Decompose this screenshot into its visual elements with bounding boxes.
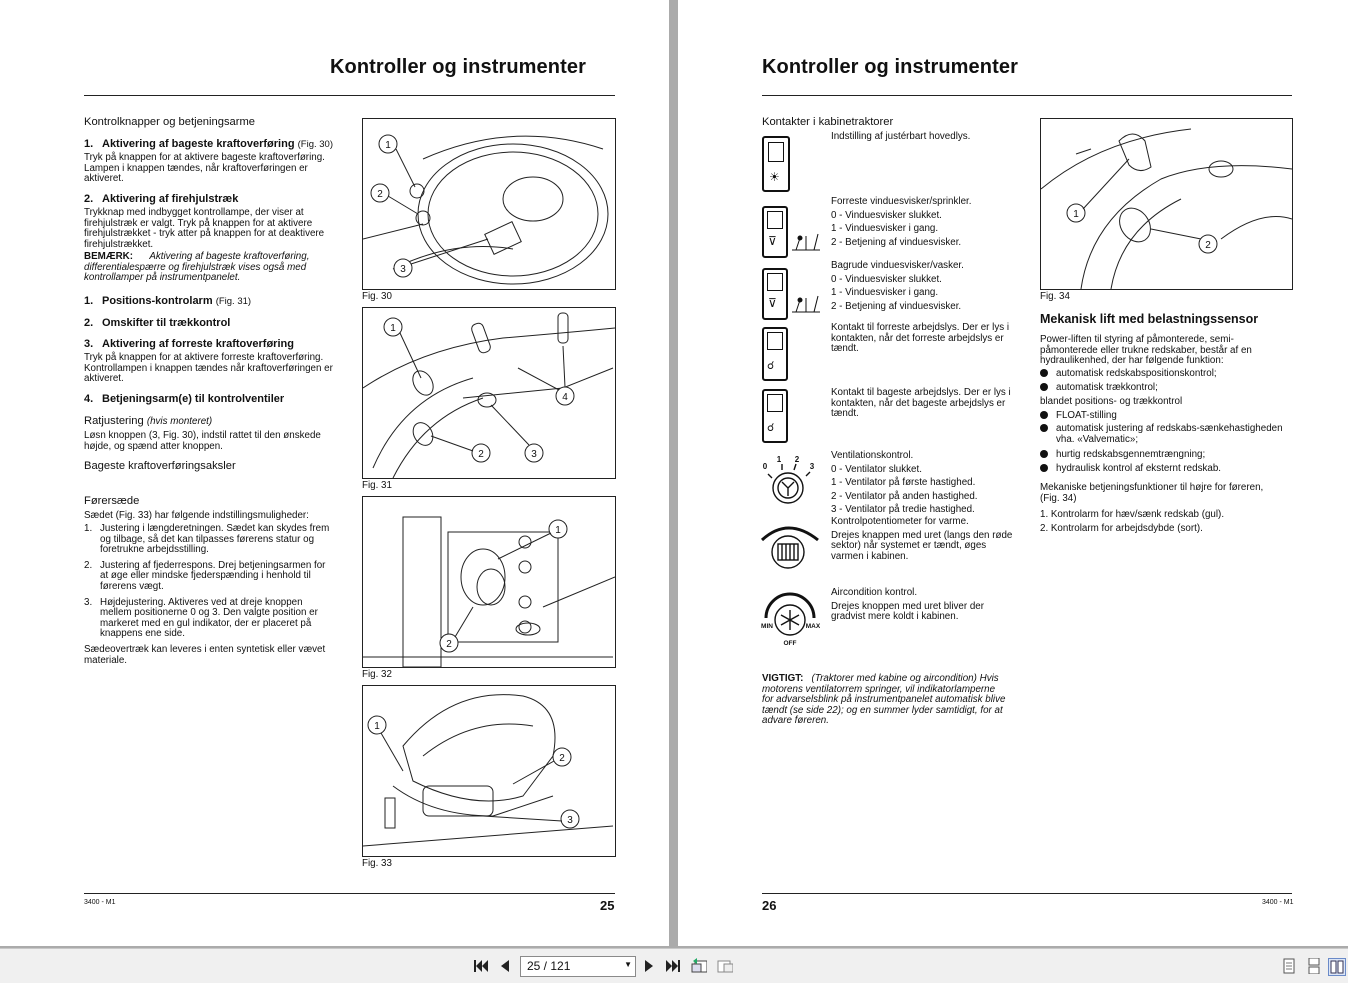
text-aircondition: Aircondition kontrol. Drejes knoppen med uret bliver der gradvist mere koldt i kabinen. [831,587,985,623]
heading-4wd: 2. Aktivering af firehjulstræk [84,193,239,205]
callout-3: 3 [531,449,537,460]
paragraph-4wd: Trykknap med indbygget kontrollampe, der viser at firehjulstræk er valgt. Tryk på knappen for at aktivere firehjulstrækket - tryk atter på knappen for at deaktivere firehjulstrækket. [84,207,325,250]
text-heater: Kontrolpotentiometer for varme. Drejes knappen med uret (langs den røde sektor) når systemet er tændt, øges varmen i kabinen. [831,516,1013,562]
single-page-view-button[interactable] [1281,958,1297,974]
next-page-button[interactable] [641,958,657,974]
bullet-item: automatisk trækkontrol; [1040,382,1158,393]
list-item: 2. Kontrolarm for arbejdsdybde (sort). [1040,523,1203,534]
svg-text:0: 0 [762,462,768,471]
headlight-switch-icon: ☀ [762,136,790,192]
figure-33 [362,685,616,857]
text-rear-worklight: Kontakt til bageste arbejdslys. Der er lys i kontakten, når det bageste arbejdslys er tændt. [831,387,1011,420]
svg-text:2: 2 [794,455,800,464]
bullet-item: hydraulisk kontrol af eksternt redskab. [1040,463,1221,474]
previous-page-button[interactable] [497,958,513,974]
figure-caption: Fig. 33 [362,858,392,869]
svg-text:3: 3 [809,462,815,471]
heading-valve-levers: 4. Betjeningsarm(e) til kontrolventiler [84,393,285,405]
heading-front-pto: 3. Aktivering af forreste kraftoverføring [84,338,294,350]
previous-page-icon [499,959,511,973]
footer-divider [762,893,1292,894]
previous-view-button[interactable] [691,958,707,974]
figure-34 [1040,118,1293,290]
list-item: 1. Kontrolarm for hæv/sænk redskab (gul). [1040,509,1225,520]
divider [762,95,1292,96]
callout-1: 1 [1073,209,1079,220]
svg-text:MIN: MIN [761,623,773,630]
callout-2: 2 [446,639,452,650]
callout-1: 1 [555,525,561,536]
paragraph-lift: Power-liften til styring af påmonterede, semi- påmonterede eller trukne redskaber, består af en hydraulikenhed, der har følgende funktion: [1040,334,1252,367]
first-page-icon [473,959,489,973]
footer-code: 3400 - M1 [84,899,116,906]
svg-text:MAX: MAX [805,623,820,630]
page-title: Kontroller og instrumenter [762,56,1018,78]
subheading-rear-shafts: Bageste kraftoverføringsaksler [84,460,236,472]
front-worklight-switch-icon: ☌ [762,327,788,381]
right-page [678,0,1348,946]
text-front-worklight: Kontakt til forreste arbejdslys. Der er lys i kontakten, når det forreste arbejdslys er tændt. [831,322,1010,355]
text-fan: Ventilationskontrol. 0 - Ventilator slukket. 1 - Ventilator på første hastighed. 2 - Ventilator på anden hastighed. 3 - Ventilator på tredie hastighed. [831,450,978,516]
next-view-icon [717,958,733,974]
paragraph-seat: Sædet (Fig. 33) har følgende indstillingsmuligheder: [84,510,309,521]
paragraph-front-pto: Tryk på knappen for at aktivere forreste kraftoverføring. Kontrollampen i knappen tændes når kraftoverføringen er aktiveret. [84,352,333,385]
page-number: 26 [762,898,777,913]
next-view-button[interactable] [717,958,733,974]
last-page-button[interactable] [665,958,681,974]
figure-32 [362,496,616,668]
dropdown-arrow-icon[interactable]: ▼ [624,960,632,969]
page-number: 25 [600,898,615,913]
heading-rear-pto: 1. Aktivering af bageste kraftoverføring (Fig. 30) [84,138,333,150]
figure-30 [362,118,616,290]
text-headlight: Indstilling af justérbart hovedlys. [831,131,971,142]
previous-view-icon [691,958,707,974]
single-page-icon [1282,958,1296,974]
continuous-view-button[interactable] [1306,958,1322,974]
figure-caption: Fig. 34 [1040,291,1070,302]
bullet-item: hurtig redskabsgennemtrængning; [1040,449,1205,460]
seat-list: 1. Justering i længderetningen. Sædet kan skydes frem og tilbage, så det kan tilpasses førerens statur og foretrukne arbejdsstilling. 2. Justering af fjederrespons. Drej betjeningsarmen for at øge eller mindske fjederspænding i henhold til førerens vægt. 3. Højdejustering. Aktiveres ved at dreje knoppen mellem positionerne 0 og 3. Den valgte position er markeret med en gul indikator, der er placeret på knappens ene side. [84,523,330,640]
paragraph-steering: Løsn knoppen (3, Fig. 30), indstil rattet til den ønskede højde, og spænd atter knoppen. [84,430,321,452]
wiper-positions-icon [790,228,822,254]
first-page-button[interactable] [473,958,489,974]
svg-text:1: 1 [776,455,782,464]
continuous-page-icon [1307,958,1321,974]
footer-divider [84,893,615,894]
wiper-positions-icon [790,290,822,316]
heading-draft-switch: 2. Omskifter til trækkontrol [84,317,231,329]
section-heading: Kontrolknapper og betjeningsarme [84,116,256,128]
bullet-item: FLOAT-stilling [1040,410,1117,421]
callout-1: 1 [385,140,391,151]
svg-text:OFF: OFF [783,640,797,647]
paragraph-seat-cover: Sædeovertræk kan leveres i enten syntetisk eller vævet materiale. [84,644,326,666]
front-wiper-switch-icon: ⊽ [762,206,788,258]
callout-2: 2 [1205,240,1211,251]
left-page [0,0,669,946]
subheading-steering: Ratjustering (hvis monteret) [84,415,213,427]
callout-4: 4 [562,392,568,403]
paragraph-rear-pto: Tryk på knappen for at aktivere bageste kraftoverføring. Lampen i knappen tændes, når kraftoverføringen er aktiveret. [84,152,325,185]
footer-code: 3400 - M1 [1262,899,1294,906]
callout-3: 3 [400,264,406,275]
callout-1: 1 [374,721,380,732]
callout-2: 2 [559,753,565,764]
callout-2: 2 [478,449,484,460]
facing-pages-icon [1330,960,1344,974]
subheading-seat: Førersæde [84,495,140,507]
page-number-value: 25 / 121 [527,959,571,973]
text-mixed-control: blandet positions- og trækkontrol [1040,396,1183,407]
next-page-icon [643,959,655,973]
paragraph-right-controls: Mekaniske betjeningsfunktioner til højre for føreren, (Fig. 34) [1040,482,1264,504]
text-front-wiper: Forreste vinduesvisker/sprinkler. 0 - Vinduesvisker slukket. 1 - Vinduesvisker i gang. 2 - Betjening af vinduesvisker. [831,196,972,248]
page-title: Kontroller og instrumenter [330,56,586,78]
figure-31 [362,307,616,479]
section-heading: Kontakter i kabinetraktorer [762,116,894,128]
callout-2: 2 [377,189,383,200]
fan-control-icon [760,454,820,510]
bullet-item: automatisk redskabspositionskontrol; [1040,368,1217,379]
bullet-item: automatisk justering af redskabs-sænkehastigheden vha. «Valvematic»; [1040,424,1283,445]
last-page-icon [665,959,681,973]
figure-caption: Fig. 32 [362,669,392,680]
aircondition-control-icon [760,588,820,648]
rear-worklight-switch-icon: ☌ [762,389,788,443]
important-note: VIGTIGT: (Traktorer med kabine og aircondition) Hvis motorens ventilatorrem springer, vil indikatorlamperne for advarselsblink på instrumentpanelet automatisk blive tændt (se side 22); og en summer lyder samtidigt, for at advare føreren. [762,673,1006,727]
callout-1: 1 [390,323,396,334]
facing-view-button[interactable] [1328,958,1346,976]
heading-position-control: 1. Positions-kontrolarm (Fig. 31) [84,295,252,307]
rear-wiper-switch-icon: ⊽ [762,268,788,320]
page-number-field[interactable] [520,956,636,977]
text-rear-wiper: Bagrude vinduesvisker/vasker. 0 - Vinduesvisker slukket. 1 - Vinduesvisker i gang. 2 - Betjening af vinduesvisker. [831,260,964,312]
figure-caption: Fig. 30 [362,291,392,302]
heater-control-icon [760,520,820,572]
callout-3: 3 [567,815,573,826]
heading-mechanical-lift: Mekanisk lift med belastningssensor [1040,312,1259,326]
viewer-toolbar [0,948,1348,983]
divider [84,95,615,96]
figure-caption: Fig. 31 [362,480,392,491]
note-4wd: BEMÆRK: Aktivering af bageste kraftoverføring, differentialespærre og firehjulstræk vises også med kontrollamper på instrumentpanelet. [84,251,310,284]
